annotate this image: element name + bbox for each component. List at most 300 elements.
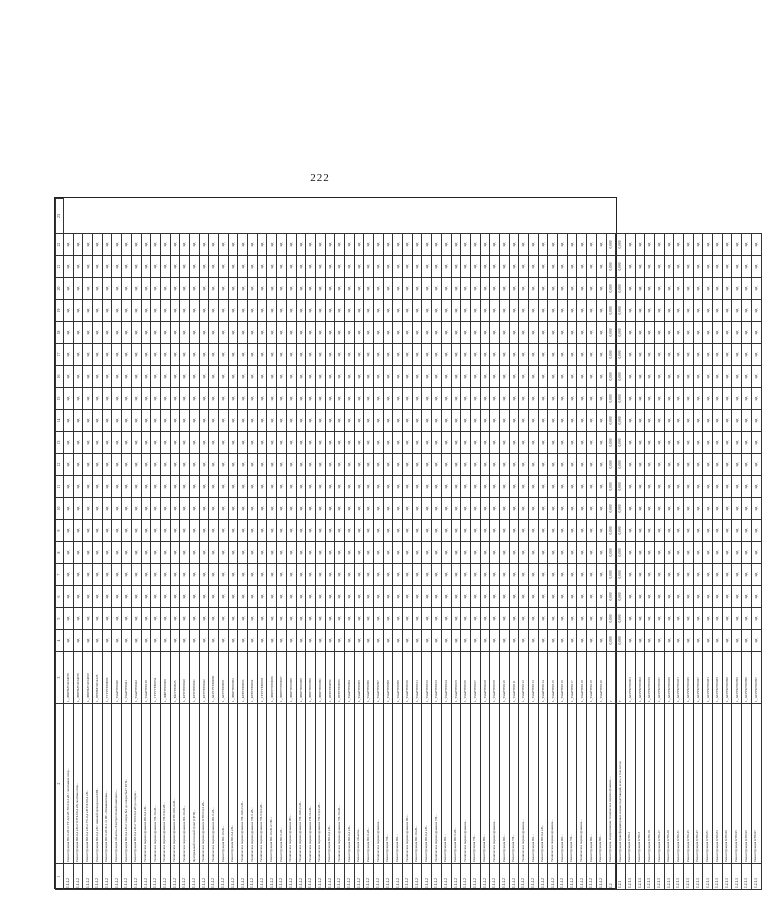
value-cell: нд [228,344,238,366]
value-cell: нд [577,630,587,652]
value-cell: 0,000 [616,344,626,366]
value-cell: нд [286,586,296,608]
value-cell: нд [625,344,635,366]
value-cell: нд [664,608,674,630]
value-cell: нд [383,476,393,498]
value-cell: нд [83,366,93,388]
value-cell: нд [180,608,190,630]
row-identifier-cell: L_ТимРТЕ0095 [354,652,364,704]
value-cell: нд [645,520,655,542]
value-cell: нд [219,608,229,630]
value-cell: нд [635,586,645,608]
value-cell: нд [199,344,209,366]
value-cell: нд [248,432,258,454]
value-cell: нд [73,520,83,542]
table-row [461,199,471,890]
value-cell: нд [451,300,461,322]
value-cell: нд [189,278,199,300]
row-description-cell: Реконструкция ВЛ-0,4 кВ... [538,704,548,864]
value-cell: нд [654,300,664,322]
row-description-cell: Реконструкция КТП-29 [664,704,674,864]
value-cell: нд [122,278,132,300]
value-cell: нд [374,608,384,630]
value-cell: нд [722,300,732,322]
value-cell: нд [306,256,316,278]
row-identifier-cell: L_АСРРКТП0031 [674,652,684,704]
value-cell: нд [228,234,238,256]
value-cell: нд [664,630,674,652]
table-row [335,199,345,890]
value-cell: нд [577,300,587,322]
row-identifier-cell: L_АСРРКТП0045 [684,652,694,704]
value-cell: нд [751,344,761,366]
row-code-cell: 1.1.4.2 [228,864,238,890]
value-cell: нд [238,564,248,586]
value-cell: нд [151,432,161,454]
value-cell: нд [151,344,161,366]
value-cell: нд [732,432,742,454]
value-cell: нд [73,564,83,586]
value-cell: нд [267,476,277,498]
value-cell: нд [93,608,103,630]
value-cell: нд [383,520,393,542]
value-cell: нд [703,234,713,256]
row-identifier-cell: L_ТимРТЕ0098 [383,652,393,704]
value-cell: нд [219,366,229,388]
row-description-cell: Реконструкция КТП-2 [625,704,635,864]
value-cell: нд [189,630,199,652]
value-cell: нд [451,234,461,256]
value-cell: нд [102,542,112,564]
value-cell: 0,000 [616,476,626,498]
value-cell: нд [93,388,103,410]
row-code-cell: 1.1.4.2 [383,864,393,890]
value-cell: нд [141,608,151,630]
value-cell: нд [248,388,258,410]
table-row [180,199,190,890]
row-identifier-cell: L_АСРРКТП0019 [645,652,655,704]
value-cell: нд [93,278,103,300]
value-cell: нд [306,454,316,476]
value-cell: нд [93,476,103,498]
value-cell: нд [83,344,93,366]
value-cell: нд [64,542,74,564]
value-cell: нд [490,322,500,344]
value-cell: нд [64,256,74,278]
value-cell: нд [325,586,335,608]
row-description-cell: Реконструкция объекта «Электросетевой комплекс»... [112,704,122,864]
value-cell: нд [664,410,674,432]
row-identifier-cell: L_ЛЮРРТЕЕ0086 [267,652,277,704]
value-cell: нд [461,586,471,608]
row-identifier-cell: L_ЛЮРТЕЕ0088 [286,652,296,704]
value-cell: нд [64,476,74,498]
value-cell: нд [93,322,103,344]
value-cell: нд [267,256,277,278]
value-cell: нд [587,608,597,630]
value-cell: нд [238,520,248,542]
row-code-cell: 1.1.4.2 [567,864,577,890]
value-cell: нд [432,366,442,388]
value-cell: нд [635,278,645,300]
value-cell: нд [102,366,112,388]
row-identifier-cell: L_ТимРТЕ0112 [519,652,529,704]
value-cell: нд [519,344,529,366]
value-cell: нд [499,322,509,344]
row-description-cell: Реконструкция ВЛ-6 кВ... [277,704,287,864]
value-cell: нд [674,586,684,608]
value-cell: нд [461,388,471,410]
value-cell: нд [509,366,519,388]
value-cell: нд [674,520,684,542]
value-cell: нд [219,454,229,476]
value-cell: нд [209,432,219,454]
value-cell: нд [151,234,161,256]
value-cell: нд [519,366,529,388]
table-row [558,199,568,890]
row-code-cell: 1.1.4.2 [73,864,83,890]
row-code-cell: 1.1.4.2 [470,864,480,890]
row-code-cell: 1.1.4.2 [199,864,209,890]
table-row [596,199,606,890]
value-cell: нд [73,388,83,410]
row-code-cell: 1.2.1.1 [625,864,635,890]
value-cell: нд [403,366,413,388]
value-cell: нд [412,344,422,366]
value-cell: нд [529,366,539,388]
row-description-cell: Реконструкция ВЛ-0,4 кВ от опоры №1 до опоры №27 КТП... [122,704,132,864]
row-code-cell: 1.1.4.2 [83,864,93,890]
value-cell: нд [635,564,645,586]
value-cell: нд [344,542,354,564]
value-cell: нд [151,608,161,630]
value-cell: нд [596,300,606,322]
value-cell: нд [238,256,248,278]
value-cell: нд [335,608,345,630]
value-cell: нд [403,256,413,278]
value-cell: нд [684,344,694,366]
value-cell: нд [403,432,413,454]
value-cell: нд [577,454,587,476]
value-cell: нд [267,608,277,630]
table-row [742,199,752,890]
value-cell: нд [529,344,539,366]
value-cell: нд [199,520,209,542]
value-cell: нд [722,366,732,388]
value-cell: нд [645,476,655,498]
value-cell: нд [364,278,374,300]
row-description-cell: Техническое перевооружение КТП-10/0,4 кВ... [170,704,180,864]
value-cell: нд [596,410,606,432]
row-description-cell: Техническое перевооружение ТП-6/0,4 кВ... [160,704,170,864]
value-cell: нд [199,630,209,652]
value-cell: нд [558,366,568,388]
value-cell: 0,000 [606,322,616,344]
value-cell: нд [180,410,190,432]
value-cell: нд [441,586,451,608]
value-cell: нд [587,234,597,256]
value-cell: нд [64,344,74,366]
value-cell: нд [548,432,558,454]
value-cell: нд [73,476,83,498]
value-cell: нд [151,410,161,432]
row-identifier-cell: L_КРЕТЕЕ0063 [238,652,248,704]
value-cell: нд [625,278,635,300]
value-cell: нд [160,498,170,520]
value-cell: нд [499,520,509,542]
value-cell: нд [286,454,296,476]
value-cell: нд [645,454,655,476]
value-cell: нд [451,476,461,498]
value-cell: нд [170,476,180,498]
value-cell: нд [344,608,354,630]
value-cell: нд [403,322,413,344]
value-cell: нд [451,410,461,432]
value-cell: нд [189,520,199,542]
value-cell: нд [219,344,229,366]
value-cell: нд [635,344,645,366]
value-cell: нд [180,586,190,608]
row-identifier-cell: L_ЛЮРВЛ74014059 [73,652,83,704]
value-cell: 0,000 [616,498,626,520]
value-cell: нд [441,476,451,498]
value-cell: нд [664,278,674,300]
value-cell: нд [228,388,238,410]
value-cell: нд [480,432,490,454]
value-cell: нд [122,300,132,322]
table-row [654,199,664,890]
value-cell: нд [432,542,442,564]
value-cell: нд [519,278,529,300]
value-cell: 0,000 [616,520,626,542]
column-number-cell: 11 [56,476,64,498]
value-cell: нд [141,278,151,300]
value-cell: нд [470,300,480,322]
value-cell: нд [519,322,529,344]
value-cell: нд [751,564,761,586]
value-cell: нд [151,586,161,608]
value-cell: нд [722,476,732,498]
value-cell: нд [529,234,539,256]
value-cell: нд [393,454,403,476]
value-cell: нд [112,586,122,608]
value-cell: нд [751,234,761,256]
value-cell: нд [509,410,519,432]
value-cell: нд [180,344,190,366]
row-description-cell: Реконструкция ВЛ-6 кВ от РУ-0,4 кВ ТП-6/0,4 кВ с монтажом опор... [64,704,74,864]
value-cell: нд [567,256,577,278]
value-cell: нд [732,322,742,344]
value-cell: нд [131,278,141,300]
value-cell: нд [374,564,384,586]
value-cell: нд [160,300,170,322]
row-description-cell: Техническое перевооружение ПС... [286,704,296,864]
value-cell: 0,000 [616,256,626,278]
value-cell: нд [83,410,93,432]
value-cell: нд [703,278,713,300]
value-cell: нд [664,454,674,476]
row-identifier-cell: L_ЛЮРТЕЕ0091 [315,652,325,704]
value-cell: нд [412,564,422,586]
value-cell: нд [306,586,316,608]
value-cell: нд [703,520,713,542]
value-cell: нд [364,388,374,410]
value-cell: нд [141,410,151,432]
value-cell: нд [558,234,568,256]
value-cell: нд [713,454,723,476]
value-cell: нд [248,300,258,322]
value-cell: нд [451,454,461,476]
value-cell: нд [296,410,306,432]
value-cell: нд [519,476,529,498]
value-cell: нд [587,256,597,278]
row-description-cell: Техническое перевооружение... [577,704,587,864]
table-row [509,199,519,890]
value-cell: нд [170,366,180,388]
value-cell: нд [122,476,132,498]
value-cell: нд [354,278,364,300]
value-cell: нд [664,542,674,564]
row-identifier-cell: L_ЛЮРТЕЕ0090 [306,652,316,704]
value-cell: нд [422,608,432,630]
value-cell: нд [199,454,209,476]
value-cell: нд [567,388,577,410]
value-cell: нд [713,608,723,630]
value-cell: нд [325,344,335,366]
row-code-cell: 1.1.4.2 [577,864,587,890]
value-cell: нд [490,586,500,608]
value-cell: нд [354,454,364,476]
value-cell: нд [403,586,413,608]
value-cell: нд [703,498,713,520]
value-cell: нд [170,498,180,520]
value-cell: нд [277,388,287,410]
row-code-cell: 1.1.4.2 [325,864,335,890]
value-cell: нд [112,542,122,564]
value-cell: нд [374,388,384,410]
value-cell: нд [160,454,170,476]
row-description-cell: Реконструкция ВЛ-6 кВ... [451,704,461,864]
value-cell: нд [577,410,587,432]
value-cell: нд [238,542,248,564]
table-row [160,199,170,890]
value-cell: нд [83,388,93,410]
value-cell: нд [64,388,74,410]
value-cell: нд [693,344,703,366]
value-cell: нд [519,388,529,410]
value-cell: нд [625,476,635,498]
row-code-cell: 1.1.4.2 [335,864,345,890]
value-cell: нд [374,520,384,542]
value-cell: нд [257,564,267,586]
value-cell: нд [625,608,635,630]
value-cell: нд [306,432,316,454]
row-identifier-cell: L_КРПТЕЕ0041 [189,652,199,704]
value-cell: нд [625,498,635,520]
value-cell: нд [131,476,141,498]
value-cell: нд [160,432,170,454]
value-cell: нд [529,278,539,300]
value-cell: нд [364,366,374,388]
value-cell: нд [354,542,364,564]
row-description-cell: Техническое перевооружение ТП-10 кВ... [151,704,161,864]
value-cell: нд [257,388,267,410]
value-cell: нд [422,542,432,564]
value-cell: нд [64,300,74,322]
value-cell: нд [73,608,83,630]
value-cell: нд [296,234,306,256]
value-cell: нд [432,564,442,586]
value-cell: нд [122,564,132,586]
value-cell: нд [83,520,93,542]
value-cell: нд [538,234,548,256]
value-cell: нд [548,520,558,542]
value-cell: нд [122,586,132,608]
value-cell: нд [567,278,577,300]
value-cell: нд [703,454,713,476]
value-cell: нд [751,586,761,608]
value-cell: нд [645,278,655,300]
value-cell: нд [558,454,568,476]
value-cell: нд [102,256,112,278]
value-cell: нд [529,476,539,498]
value-cell: нд [374,366,384,388]
value-cell: нд [248,278,258,300]
value-cell: нд [577,278,587,300]
value-cell: нд [596,608,606,630]
value-cell: нд [509,564,519,586]
value-cell: нд [451,344,461,366]
value-cell: нд [209,498,219,520]
value-cell: нд [529,322,539,344]
value-cell: нд [509,542,519,564]
row-code-cell: 1.1.4.2 [422,864,432,890]
value-cell: нд [548,608,558,630]
value-cell: нд [461,542,471,564]
value-cell: нд [664,256,674,278]
value-cell: нд [73,322,83,344]
value-cell: нд [693,520,703,542]
value-cell: нд [635,410,645,432]
value-cell: нд [742,388,752,410]
value-cell: нд [131,366,141,388]
row-identifier-cell: L_ТимРТЕ0119 [587,652,597,704]
value-cell: нд [674,608,684,630]
row-identifier-cell: L_ЛФРТЕЕ0006 [160,652,170,704]
row-description-cell: Реконструкция ВЛ-6 кВ Ф-1 от ПС «Тимашевская»... [102,704,112,864]
row-code-cell: 1.1.4.2 [412,864,422,890]
value-cell: нд [499,256,509,278]
value-cell: нд [722,630,732,652]
row-code-cell: 1.2.1.1 [732,864,742,890]
value-cell: нд [325,608,335,630]
value-cell: нд [209,278,219,300]
value-cell: нд [403,520,413,542]
row-description-cell: Реконструкция КТП-96 [742,704,752,864]
value-cell: нд [403,410,413,432]
value-cell: нд [645,410,655,432]
value-cell: нд [383,432,393,454]
value-cell: нд [238,410,248,432]
row-code-cell: 1.1.4.2 [354,864,364,890]
table-row [606,199,616,890]
value-cell: нд [83,256,93,278]
value-cell: нд [141,564,151,586]
value-cell: нд [480,608,490,630]
value-cell: 0,000 [606,498,616,520]
value-cell: нд [519,432,529,454]
value-cell: нд [219,234,229,256]
